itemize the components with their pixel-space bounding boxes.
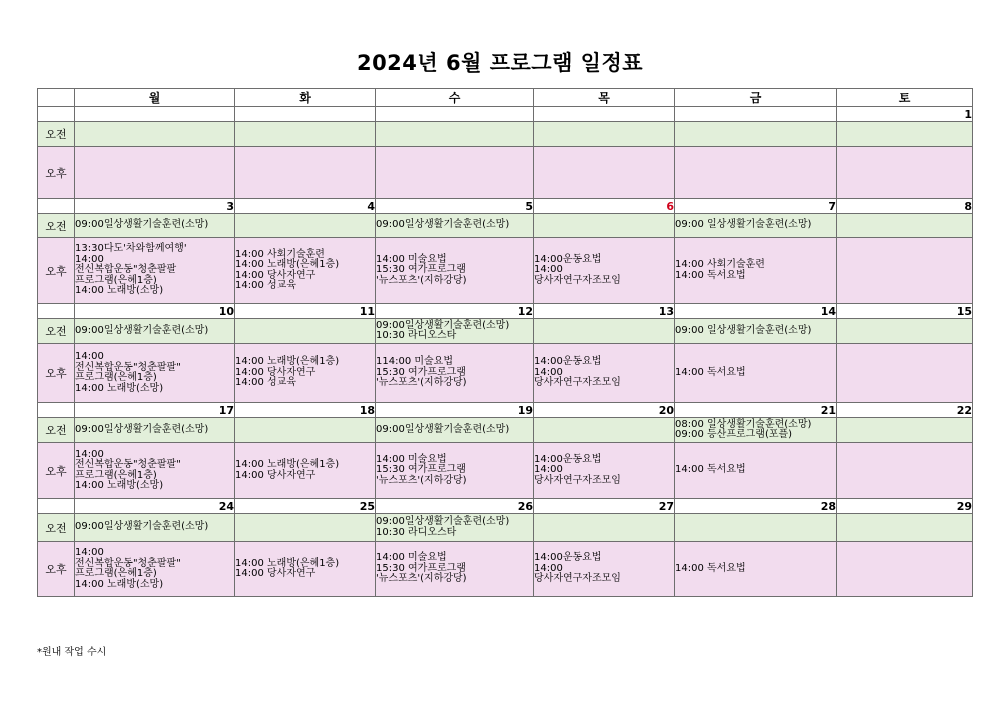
weekday-header: 월 [75,89,235,107]
schedule-cell: 14:00 전신복합운동"청춘팔팔" 프로그램(은혜1층) 14:00 노래방(소망) [75,344,235,403]
am-row [38,418,973,443]
weekday-header: 수 [376,89,534,107]
schedule-cell [534,147,675,199]
schedule-cell [837,147,973,199]
schedule-cell: 09:00일상생활기술훈련(소망) [376,214,534,238]
date-cell: 21 [675,403,837,418]
schedule-cell: 14:00 미술요법 15:30 여가프로그램 '뉴스포츠'(지하강당) [376,542,534,597]
schedule-cell [376,122,534,147]
schedule-cell [534,319,675,344]
schedule-cell: 09:00일상생활기술훈련(소망) [75,214,235,238]
pm-row [38,542,973,597]
date-row-spacer [38,199,75,214]
date-cell: 28 [675,499,837,514]
schedule-cell: 09:00일상생활기술훈련(소망) 10:30 라디오스타 [376,319,534,344]
pm-label: 오후 [38,147,75,199]
date-row-spacer [38,304,75,319]
date-cell: 11 [235,304,376,319]
footnote: *원내 작업 수시 [37,647,107,658]
schedule-cell [376,147,534,199]
schedule-cell [75,122,235,147]
pm-row [38,238,973,304]
schedule-cell [235,319,376,344]
date-cell: 7 [675,199,837,214]
pm-row [38,344,973,403]
schedule-table [37,88,973,597]
schedule-cell: 09:00일상생활기술훈련(소망) [75,319,235,344]
pm-row [38,443,973,499]
date-cell [534,107,675,122]
date-cell: 20 [534,403,675,418]
weekday-header-row [38,89,973,107]
schedule-cell: 09:00일상생활기술훈련(소망) [75,514,235,542]
schedule-cell: 14:00 사회기술훈련 14:00 노래방(은혜1층) 14:00 당사자연구 14:00 성교육 [235,238,376,304]
date-cell: 15 [837,304,973,319]
schedule-cell: 14:00 노래방(은혜1층) 14:00 당사자연구 [235,542,376,597]
schedule-cell [534,214,675,238]
am-row [38,122,973,147]
schedule-cell: 14:00 노래방(은혜1층) 14:00 당사자연구 14:00 성교육 [235,344,376,403]
date-cell: 17 [75,403,235,418]
date-cell: 4 [235,199,376,214]
schedule-cell: 14:00 독서요법 [675,443,837,499]
schedule-cell: 14:00운동요법 14:00 당사자연구자조모임 [534,344,675,403]
date-cell [376,107,534,122]
schedule-cell [837,542,973,597]
schedule-cell [837,443,973,499]
schedule-cell [235,147,376,199]
date-row-spacer [38,107,75,122]
date-cell [675,107,837,122]
schedule-cell [675,122,837,147]
schedule-cell: 09:00일상생활기술훈련(소망) [75,418,235,443]
schedule-cell [837,122,973,147]
pm-label: 오후 [38,238,75,304]
schedule-cell: 14:00운동요법 14:00 당사자연구자조모임 [534,238,675,304]
pm-label: 오후 [38,443,75,499]
am-label: 오전 [38,418,75,443]
schedule-cell: 14:00 사회기술훈련 14:00 독서요법 [675,238,837,304]
date-cell: 13 [534,304,675,319]
schedule-cell: 09:00 일상생활기술훈련(소망) [675,214,837,238]
schedule-cell [837,238,973,304]
pm-label: 오후 [38,344,75,403]
schedule-cell: 14:00 전신복합운동"청춘팔팔" 프로그램(은혜1층) 14:00 노래방(소망) [75,542,235,597]
date-cell: 26 [376,499,534,514]
weekday-header: 금 [675,89,837,107]
schedule-cell: 14:00 전신복합운동"청춘팔팔" 프로그램(은혜1층) 14:00 노래방(소망) [75,443,235,499]
date-row-spacer [38,499,75,514]
schedule-cell: 14:00 노래방(은혜1층) 14:00 당사자연구 [235,443,376,499]
date-cell: 27 [534,499,675,514]
schedule-cell: 14:00 독서요법 [675,344,837,403]
date-row [38,304,973,319]
schedule-cell [837,319,973,344]
schedule-cell: 14:00 독서요법 [675,542,837,597]
schedule-cell [837,214,973,238]
date-row [38,403,973,418]
schedule-cell: 08:00 일상생활기술훈련(소망) 09:00 등산프로그램(포플) [675,418,837,443]
schedule-cell [534,418,675,443]
date-cell: 19 [376,403,534,418]
am-label: 오전 [38,514,75,542]
date-cell: 18 [235,403,376,418]
date-row [38,499,973,514]
am-row [38,319,973,344]
am-label: 오전 [38,122,75,147]
schedule-cell: 114:00 미술요법 15:30 여가프로그램 '뉴스포츠'(지하강당) [376,344,534,403]
header-corner [38,89,75,107]
weekday-header: 목 [534,89,675,107]
date-cell [75,107,235,122]
date-cell: 10 [75,304,235,319]
schedule-cell [534,122,675,147]
schedule-cell [837,514,973,542]
schedule-cell [837,418,973,443]
schedule-cell [837,344,973,403]
schedule-cell [75,147,235,199]
date-row [38,199,973,214]
date-row [38,107,973,122]
date-row-spacer [38,403,75,418]
schedule-cell: 14:00운동요법 14:00 당사자연구자조모임 [534,542,675,597]
schedule-cell: 09:00일상생활기술훈련(소망) [376,418,534,443]
date-cell: 6 [534,199,675,214]
schedule-cell [675,147,837,199]
date-cell: 14 [675,304,837,319]
date-cell: 25 [235,499,376,514]
page-title: 2024년 6월 프로그램 일정표 [356,51,644,75]
date-cell: 1 [837,107,973,122]
schedule-cell: 14:00 미술요법 15:30 여가프로그램 '뉴스포츠'(지하강당) [376,238,534,304]
weekday-header: 화 [235,89,376,107]
date-cell: 5 [376,199,534,214]
weekday-header: 토 [837,89,973,107]
am-label: 오전 [38,319,75,344]
schedule-cell: 14:00 미술요법 15:30 여가프로그램 '뉴스포츠'(지하강당) [376,443,534,499]
am-label: 오전 [38,214,75,238]
am-row [38,514,973,542]
schedule-cell [235,514,376,542]
schedule-cell: 13:30다도'차와함께여행' 14:00 전신복합운동"청춘팔팔 프로그램(은혜1층) 14:00 노래방(소망) [75,238,235,304]
date-cell: 29 [837,499,973,514]
schedule-cell: 09:00일상생활기술훈련(소망) 10:30 라디오스타 [376,514,534,542]
schedule-cell [235,122,376,147]
schedule-cell [235,214,376,238]
date-cell: 8 [837,199,973,214]
date-cell: 24 [75,499,235,514]
schedule-cell [534,514,675,542]
schedule-cell: 14:00운동요법 14:00 당사자연구자조모임 [534,443,675,499]
date-cell: 22 [837,403,973,418]
schedule-cell [675,514,837,542]
date-cell: 12 [376,304,534,319]
pm-label: 오후 [38,542,75,597]
schedule-cell [235,418,376,443]
date-cell: 3 [75,199,235,214]
date-cell [235,107,376,122]
pm-row [38,147,973,199]
am-row [38,214,973,238]
schedule-cell: 09:00 일상생활기술훈련(소망) [675,319,837,344]
